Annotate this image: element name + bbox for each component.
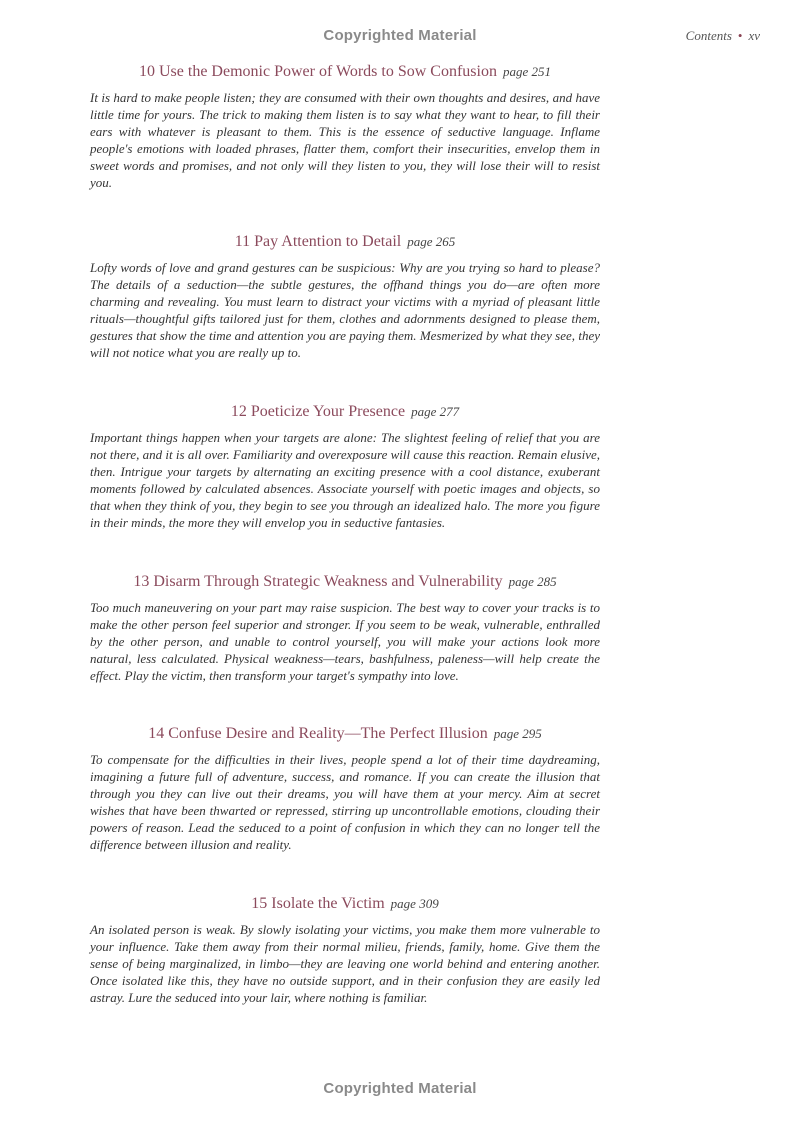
- chapter-page-ref: page 265: [407, 234, 456, 249]
- chapter-title: Isolate the Victim: [271, 895, 385, 912]
- chapter-title: Use the Demonic Power of Words to Sow Confusion: [159, 63, 497, 80]
- chapter-title: Pay Attention to Detail: [254, 233, 402, 250]
- chapter-heading[interactable]: [90, 725, 600, 743]
- chapter-number: 12: [230, 403, 247, 420]
- chapter-heading[interactable]: [90, 233, 600, 251]
- chapter-summary: Too much maneuvering on your part may raise suspicion. The best way to cover your tracks is to make the other person feel superior and stronger. If you seem to be weak, vulnerable, enthralled by the other person, and unable to control yourself, you will make your actions look more natural, less calculated. Physical weakness—tears, bashfulness, paleness—will help create the effect. Play the victim, then transform your target's sympathy into love.: [90, 600, 600, 683]
- chapter-summary: An isolated person is weak. By slowly isolating your victims, you make them more vulnerable to your influence. Take them away from their normal milieu, friends, family, home. Give them the sense of being marginalized, in limbo—they are leaving one world behind and entering another. Once isolated like this, they have no outside support, and in their confusion they are easily led astray. Lure the seduced into your lair, where nothing is familiar.: [90, 922, 600, 1005]
- bullet-separator-icon: •: [737, 28, 743, 43]
- chapter-page-ref: page 251: [502, 64, 551, 79]
- chapter-title: Poeticize Your Presence: [250, 403, 406, 420]
- chapter-page-ref: page 295: [493, 726, 542, 741]
- watermark-top: Copyrighted Material: [323, 27, 477, 44]
- toc-entry-11: [90, 233, 600, 361]
- chapter-page-ref: page 285: [508, 574, 557, 589]
- watermark-bottom: Copyrighted Material: [323, 1080, 477, 1097]
- running-head-section: Contents: [685, 28, 732, 43]
- chapter-number: 15: [251, 895, 268, 912]
- chapter-number: 11: [234, 233, 251, 250]
- toc-entry-12: [90, 403, 600, 531]
- toc-entry-14: [90, 725, 600, 853]
- chapter-number: 10: [139, 63, 155, 80]
- chapter-page-ref: page 309: [390, 896, 439, 911]
- toc-entry-13: [90, 573, 600, 684]
- chapter-title: Confuse Desire and Reality—The Perfect Illusion: [168, 725, 488, 742]
- chapter-summary: Lofty words of love and grand gestures can be suspicious: Why are you trying so hard to please? The details of a seduction—the subtle gestures, the offhand things you do—are often more charming and revealing. You must learn to distract your victims with a myriad of pleasant little rituals—thoughtful gifts tailored just for them, clothes and adornments designed to please them, gestures that show the time and attention you are paying them. Mesmerized by what they see, they will not notice what you are really up to.: [90, 260, 600, 360]
- chapter-heading[interactable]: [90, 63, 600, 81]
- toc-entry-10: [90, 63, 600, 191]
- chapter-summary: It is hard to make people listen; they are consumed with their own thoughts and desires, and have little time for yours. The trick to making them listen is to say what they want to hear, to fill their ears with whatever is pleasant to them. This is the essence of seductive language. Inflame people's emotions with loaded phrases, flatter them, comfort their insecurities, envelop them in sweet words and promises, and not only will they listen to you, they will lose their will to resist you.: [90, 90, 600, 190]
- chapter-number: 13: [133, 573, 150, 590]
- chapter-title: Disarm Through Strategic Weakness and Vulnerability: [153, 573, 503, 590]
- chapter-heading[interactable]: [90, 895, 600, 913]
- chapter-heading[interactable]: [90, 403, 600, 421]
- chapter-number: 14: [148, 725, 165, 742]
- chapter-page-ref: page 277: [411, 404, 460, 419]
- chapter-summary: To compensate for the difficulties in their lives, people spend a lot of their time daydreaming, imagining a future full of adventure, success, and romance. If you can create the illusion that through you they can live out their dreams, you will have them at your mercy. Aim at secret wishes that have been thwarted or repressed, stirring up uncontrollable emotions, clouding their powers of reason. Lead the seduced to a point of confusion in which they can no longer tell the difference between illusion and reality.: [90, 752, 600, 852]
- chapter-summary: Important things happen when your targets are alone: The slightest feeling of relief that you are not there, and it is all over. Familiarity and overexposure will cause this reaction. Remain elusive, then. Intrigue your targets by alternating an exciting presence with a cool distance, exuberant moments followed by calculated absences. Associate yourself with poetic images and objects, so that when they think of you, they begin to see you through an idealized halo. The more you figure in their minds, the more they will envelop you in seductive fantasies.: [90, 430, 600, 530]
- running-head: [686, 28, 760, 44]
- page-number: xv: [748, 28, 760, 43]
- toc-entry-15: [90, 895, 600, 1006]
- chapter-heading[interactable]: [90, 573, 600, 591]
